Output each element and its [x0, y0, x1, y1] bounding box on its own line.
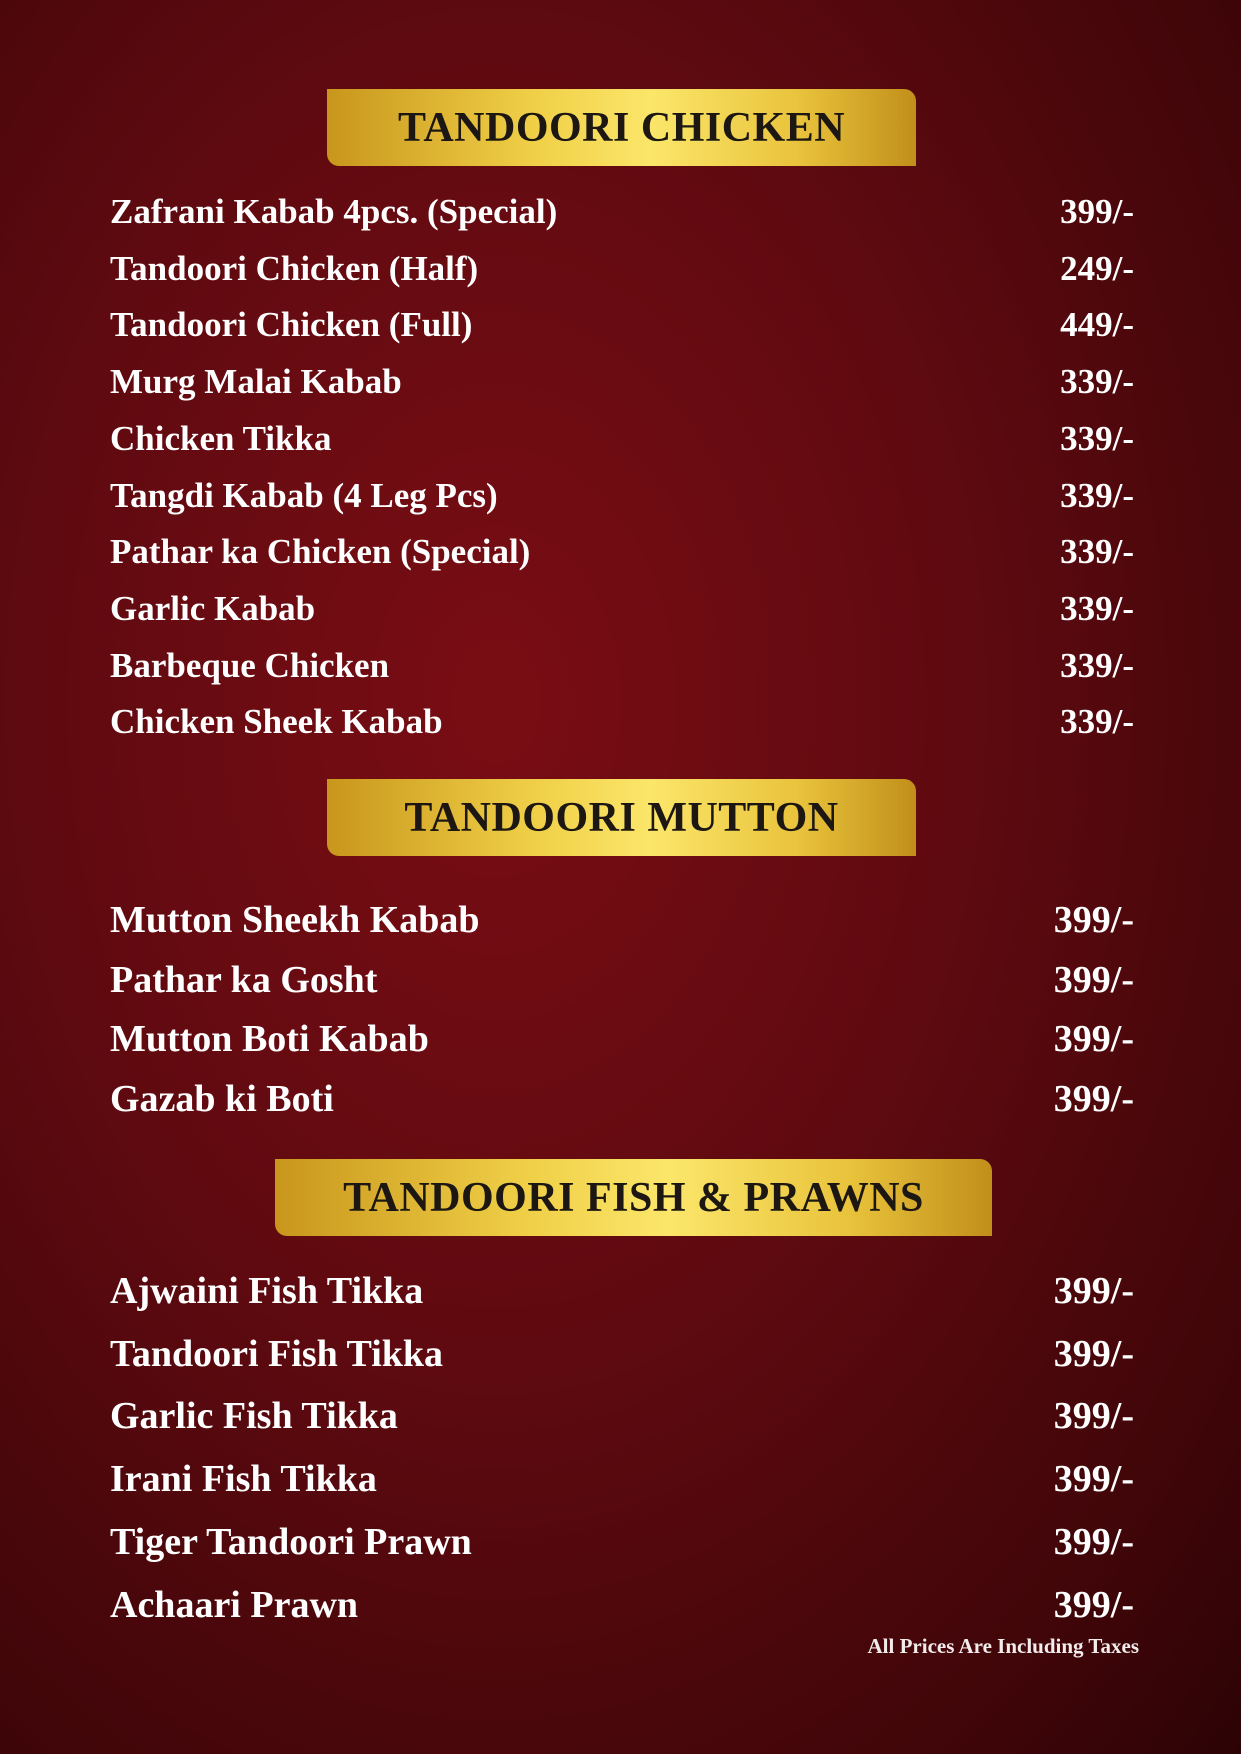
- item-name: Tandoori Fish Tikka: [110, 1332, 444, 1375]
- item-price: 399/-: [1053, 1332, 1134, 1375]
- menu-item: [110, 532, 1134, 572]
- item-name: Garlic Kabab: [110, 588, 316, 628]
- menu-item: [110, 362, 1134, 402]
- item-price: 339/-: [1060, 645, 1134, 685]
- item-price: 399/-: [1053, 1077, 1134, 1120]
- menu-item: [110, 305, 1134, 345]
- item-price: 339/-: [1060, 418, 1134, 458]
- item-name: Chicken Tikka: [110, 418, 332, 458]
- item-price: 339/-: [1060, 702, 1134, 742]
- item-name: Zafrani Kabab 4pcs. (Special): [110, 192, 558, 231]
- item-name: Mutton Sheekh Kabab: [110, 899, 480, 941]
- menu-item: [110, 1520, 1134, 1564]
- item-price: 399/-: [1053, 1520, 1134, 1563]
- item-name: Garlic Fish Tikka: [110, 1395, 398, 1438]
- item-name: Murg Malai Kabab: [110, 362, 402, 402]
- menu-item: [110, 1269, 1134, 1313]
- menu-item: [110, 1394, 1134, 1438]
- item-name: Gazab ki Boti: [110, 1077, 334, 1120]
- item-name: Mutton Boti Kabab: [110, 1018, 429, 1061]
- item-name: Chicken Sheek Kabab: [110, 702, 443, 742]
- item-name: Tangdi Kabab (4 Leg Pcs): [110, 475, 498, 515]
- section-heading: TANDOORI MUTTON: [327, 779, 916, 856]
- item-price: 399/-: [1053, 1458, 1134, 1501]
- menu-item: [110, 192, 1134, 232]
- item-price: 249/-: [1060, 248, 1134, 288]
- item-name: Achaari Prawn: [110, 1583, 359, 1626]
- item-price: 339/-: [1060, 475, 1134, 515]
- item-name: Tandoori Chicken (Half): [110, 248, 479, 288]
- item-name: Ajwaini Fish Tikka: [110, 1270, 424, 1312]
- item-name: Pathar ka Chicken (Special): [110, 532, 531, 572]
- menu-item: [110, 702, 1134, 742]
- tax-note: All Prices Are Including Taxes: [867, 1634, 1139, 1658]
- item-price: 399/-: [1053, 1018, 1134, 1061]
- item-name: Pathar ka Gosht: [110, 958, 378, 1001]
- section-heading: TANDOORI FISH & PRAWNS: [275, 1159, 992, 1236]
- item-price: 399/-: [1053, 899, 1134, 941]
- item-price: 399/-: [1053, 1395, 1134, 1438]
- item-price: 339/-: [1060, 362, 1134, 402]
- menu-item: [110, 249, 1134, 289]
- item-name: Tiger Tandoori Prawn: [110, 1520, 472, 1563]
- item-price: 449/-: [1060, 305, 1134, 345]
- item-price: 399/-: [1053, 958, 1134, 1001]
- item-price: 339/-: [1060, 588, 1134, 628]
- item-price: 339/-: [1060, 532, 1134, 572]
- item-name: Tandoori Chicken (Full): [110, 305, 473, 345]
- menu-item: [110, 958, 1134, 1002]
- menu-item: [110, 476, 1134, 516]
- menu-item: [110, 589, 1134, 629]
- menu-item: [110, 1332, 1134, 1376]
- item-price: 399/-: [1060, 192, 1134, 231]
- menu-item: [110, 1583, 1134, 1627]
- menu-item: [110, 1077, 1134, 1121]
- menu-item: [110, 646, 1134, 686]
- section-heading: TANDOORI CHICKEN: [327, 89, 916, 166]
- item-name: Barbeque Chicken: [110, 645, 390, 685]
- item-name: Irani Fish Tikka: [110, 1458, 377, 1501]
- menu-item: [110, 419, 1134, 459]
- menu-item: [110, 1017, 1134, 1061]
- menu-item: [110, 898, 1134, 942]
- item-price: 399/-: [1053, 1270, 1134, 1312]
- item-price: 399/-: [1053, 1583, 1134, 1626]
- menu-item: [110, 1457, 1134, 1501]
